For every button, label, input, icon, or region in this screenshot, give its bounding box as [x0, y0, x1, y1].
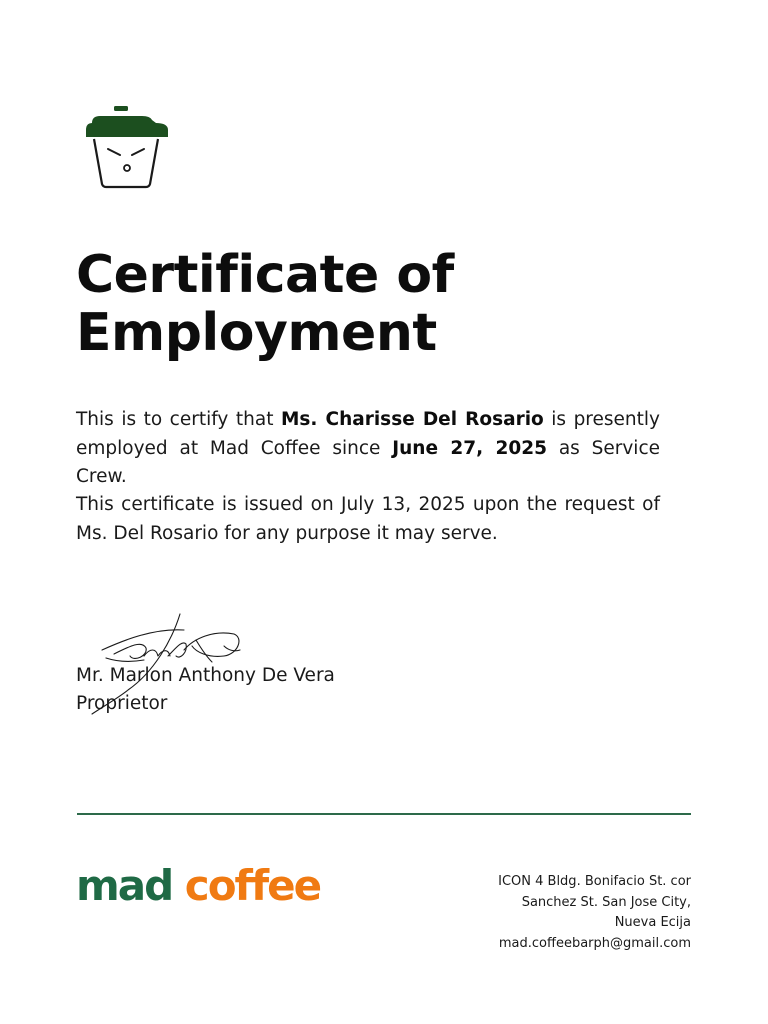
- certificate-title: [76, 246, 454, 362]
- para1-intro: This is to certify that: [76, 409, 281, 430]
- company-address: [498, 872, 691, 954]
- address-line: Nueva Ecija: [614, 915, 691, 930]
- para1-outro: as Service Crew.: [76, 437, 661, 487]
- issuance-paragraph: This certificate is issued on July 13, 2025 upon the request of Ms. Del Rosario for any purpose it may serve.: [76, 494, 660, 544]
- brand-wordmark-coffee: coffee: [172, 861, 321, 910]
- signatory-block: [76, 662, 335, 718]
- brand-wordmark: [76, 858, 320, 914]
- coffee-cup-logo-icon: [84, 104, 172, 192]
- title-line-1: Certificate of: [76, 245, 454, 305]
- para1-mid: is presently employed at Mad Coffee since: [76, 409, 660, 459]
- signer-name: Mr. Marlon Anthony De Vera: [76, 665, 335, 686]
- address-line: Sanchez St. San Jose City,: [521, 894, 691, 910]
- title-line-2: Employment: [76, 303, 437, 363]
- signer-title: Proprietor: [76, 693, 168, 714]
- employment-start-date: June 27, 2025: [392, 437, 548, 459]
- footer-divider: [77, 813, 691, 815]
- address-line: ICON 4 Bldg. Bonifacio St. cor: [498, 874, 691, 889]
- certification-paragraph: [76, 406, 660, 492]
- company-email: mad.coffeebarph@gmail.com: [498, 935, 691, 951]
- brand-wordmark-mad: mad: [76, 861, 173, 910]
- employee-name: Ms. Charisse Del Rosario: [280, 409, 544, 430]
